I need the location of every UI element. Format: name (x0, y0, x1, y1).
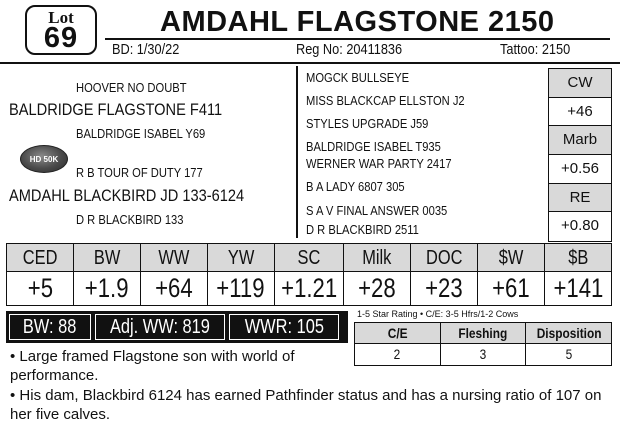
epd-label: BW (74, 244, 140, 272)
sire-sire: HOOVER NO DOUBT (76, 80, 187, 95)
adjusted-weaning-weight: Adj. WW: 819 (95, 314, 225, 340)
header-rule (0, 62, 620, 64)
sire: BALDRIDGE FLAGSTONE F411 (9, 100, 223, 119)
ancestor-1: MOGCK BULLSEYE (306, 70, 410, 85)
birth-weight: BW: 88 (9, 314, 91, 340)
epd-label: WW (141, 244, 207, 272)
epd-yw (208, 244, 275, 305)
score-header: C/E (355, 323, 441, 343)
dam-sire: R B TOUR OF DUTY 177 (76, 165, 203, 180)
note-item: • Large framed Flagstone son with world of performance. (10, 348, 295, 384)
pedigree-divider (296, 66, 298, 238)
epd-value: +23 (425, 273, 463, 303)
epd-value: +1.21 (280, 273, 337, 303)
epd-value: +28 (358, 273, 396, 303)
epd-ced (7, 244, 74, 305)
cw-label: CW (549, 69, 611, 98)
epd-value: +119 (216, 273, 265, 303)
ancestor-6: B A LADY 6807 305 (306, 179, 405, 194)
score-header: Disposition (526, 323, 611, 343)
re-label: RE (549, 184, 611, 213)
score-value: 3 (441, 344, 527, 365)
marb-label: Marb (549, 126, 611, 155)
lot-label: Lot (48, 8, 74, 27)
epd-doc (411, 244, 478, 305)
score-value: 2 (355, 344, 441, 365)
ancestor-7: S A V FINAL ANSWER 0035 (306, 203, 448, 218)
score-table (354, 322, 612, 366)
epd-w-index (478, 244, 545, 305)
ancestor-3: STYLES UPGRADE J59 (306, 116, 429, 131)
dam-dam: D R BLACKBIRD 133 (76, 212, 184, 227)
score-value-row (355, 344, 611, 365)
epd-value: +1.9 (85, 273, 129, 303)
rating-note: 1-5 Star Rating • C/E: 3-5 Hfrs/1-2 Cows (357, 309, 519, 319)
note-item: • His dam, Blackbird 6124 has earned Pathfinder status and has a nursing ratio of 107 on her five calves. (10, 387, 602, 423)
tattoo: Tattoo: 2150 (500, 41, 571, 58)
epd-label: SC (275, 244, 343, 272)
epd-label: CED (7, 244, 73, 272)
sire-dam: BALDRIDGE ISABEL Y69 (76, 126, 206, 141)
epd-value: +141 (553, 273, 603, 303)
lot-number: 69 (43, 22, 79, 54)
epd-value: +5 (27, 273, 53, 303)
re-value: +0.80 (561, 217, 599, 235)
weaning-weight-ratio: WWR: 105 (229, 314, 339, 340)
ancestor-4: BALDRIDGE ISABEL T935 (306, 139, 441, 154)
title-rule (105, 38, 610, 40)
animal-title: AMDAHL FLAGSTONE 2150 (160, 6, 555, 38)
lot-box (25, 5, 97, 55)
weights-bar (6, 311, 348, 343)
epd-value: +61 (492, 273, 530, 303)
epd-milk (344, 244, 411, 305)
score-header: Fleshing (441, 323, 527, 343)
dam: AMDAHL BLACKBIRD JD 133-6124 (9, 186, 245, 205)
epd-ww (141, 244, 208, 305)
epd-sc (275, 244, 344, 305)
score-value: 5 (565, 346, 572, 362)
marb-value: +0.56 (549, 155, 611, 184)
epd-b-index (545, 244, 611, 305)
birth-date: BD: 1/30/22 (112, 41, 180, 58)
epd-table (6, 243, 612, 306)
epd-value: +64 (155, 273, 193, 303)
epd-label: Milk (344, 244, 410, 272)
epd-bw (74, 244, 141, 305)
hd50k-badge: HD 50K (20, 145, 68, 173)
carcass-stats (548, 68, 612, 242)
epd-label: $W (478, 244, 544, 272)
epd-label: $B (545, 244, 611, 272)
ancestor-8: D R BLACKBIRD 2511 (306, 222, 419, 237)
registration-number: Reg No: 20411836 (296, 41, 403, 58)
epd-label: DOC (411, 244, 477, 272)
ancestor-5: WERNER WAR PARTY 2417 (306, 156, 452, 171)
ancestor-2: MISS BLACKCAP ELLSTON J2 (306, 93, 465, 108)
cw-value: +46 (549, 98, 611, 127)
epd-label: YW (208, 244, 274, 272)
score-header-row (355, 323, 611, 344)
